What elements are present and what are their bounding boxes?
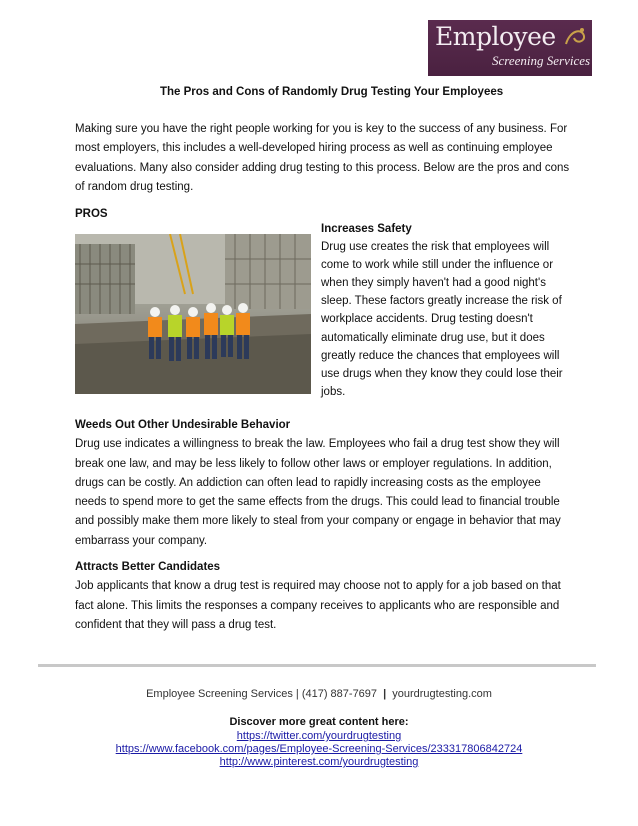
section-body: Drug use indicates a willingness to break the law. Employees who fail a drug test show they will break one law, and may be less likely to follow other laws or employer regulations. In addition, drugs can be costly. An addiction can often lead to rapidly increasing costs as the employee needs to spend more to get the same effects from the drugs. This could lead to financial trouble and possibly make them more likely to steal from your company or engage in behavior that may embarrass your company. xyxy=(75,438,561,547)
twitter-link[interactable]: https://twitter.com/yourdrugtesting xyxy=(236,730,402,742)
construction-workers-photo xyxy=(75,234,311,394)
footer-divider xyxy=(38,664,596,667)
logo-wordmark: Employee xyxy=(435,22,556,51)
photo-illustration xyxy=(75,234,311,394)
pinterest-link[interactable]: http://www.pinterest.com/yourdrugtesting xyxy=(219,756,419,768)
footer-contact xyxy=(0,688,638,700)
section-body: Drug use creates the risk that employees will come to work while still under the influence or when they simply haven't had a good night's sleep. These factors greatly increase the risk of workplace accidents. Drug testing doesn't automatically eliminate drug use, but it does greatly reduce the chances that employees will use drugs when they know they could lose their jobs. xyxy=(321,241,563,398)
footer-website: yourdrugtesting.com xyxy=(392,688,492,700)
company-logo xyxy=(428,20,592,76)
footer-phone: (417) 887-7697 xyxy=(301,688,378,700)
facebook-link[interactable]: https://www.facebook.com/pages/Employee-Screening-Services/233317806842724 xyxy=(115,743,523,755)
discover-label: Discover more great content here: xyxy=(229,716,409,728)
pros-label: PROS xyxy=(75,208,108,220)
footer-company: Employee Screening Services xyxy=(146,688,293,700)
intro-paragraph xyxy=(75,120,570,197)
section-heading: Increases Safety xyxy=(321,223,412,235)
section-body: Job applicants that know a drug test is required may choose not to apply for a job based on that fact alone. This limits the responses a company receives to applicants who are responsible and confident that they will pass a drug test. xyxy=(75,580,561,631)
section-increases-safety xyxy=(321,220,571,401)
document-title: The Pros and Cons of Randomly Drug Testing Your Employees xyxy=(160,86,504,98)
section-heading: Weeds Out Other Undesirable Behavior xyxy=(75,419,291,431)
footer-separator: | xyxy=(295,688,302,700)
intro-text: Making sure you have the right people working for you is key to the success of any business. For most employers, this includes a well-developed hiring process as well as continuing employee evaluations. Many also consider adding drug testing to this process. Below are the pros and cons of random drug testing. xyxy=(75,123,570,193)
logo-tagline: Screening Services xyxy=(492,53,591,68)
section-heading: Attracts Better Candidates xyxy=(75,561,221,573)
section-weeds-out-behavior xyxy=(75,416,570,551)
logo-swirl-icon xyxy=(562,24,588,50)
footer-separator: | xyxy=(383,688,387,700)
section-attracts-candidates xyxy=(75,558,570,635)
